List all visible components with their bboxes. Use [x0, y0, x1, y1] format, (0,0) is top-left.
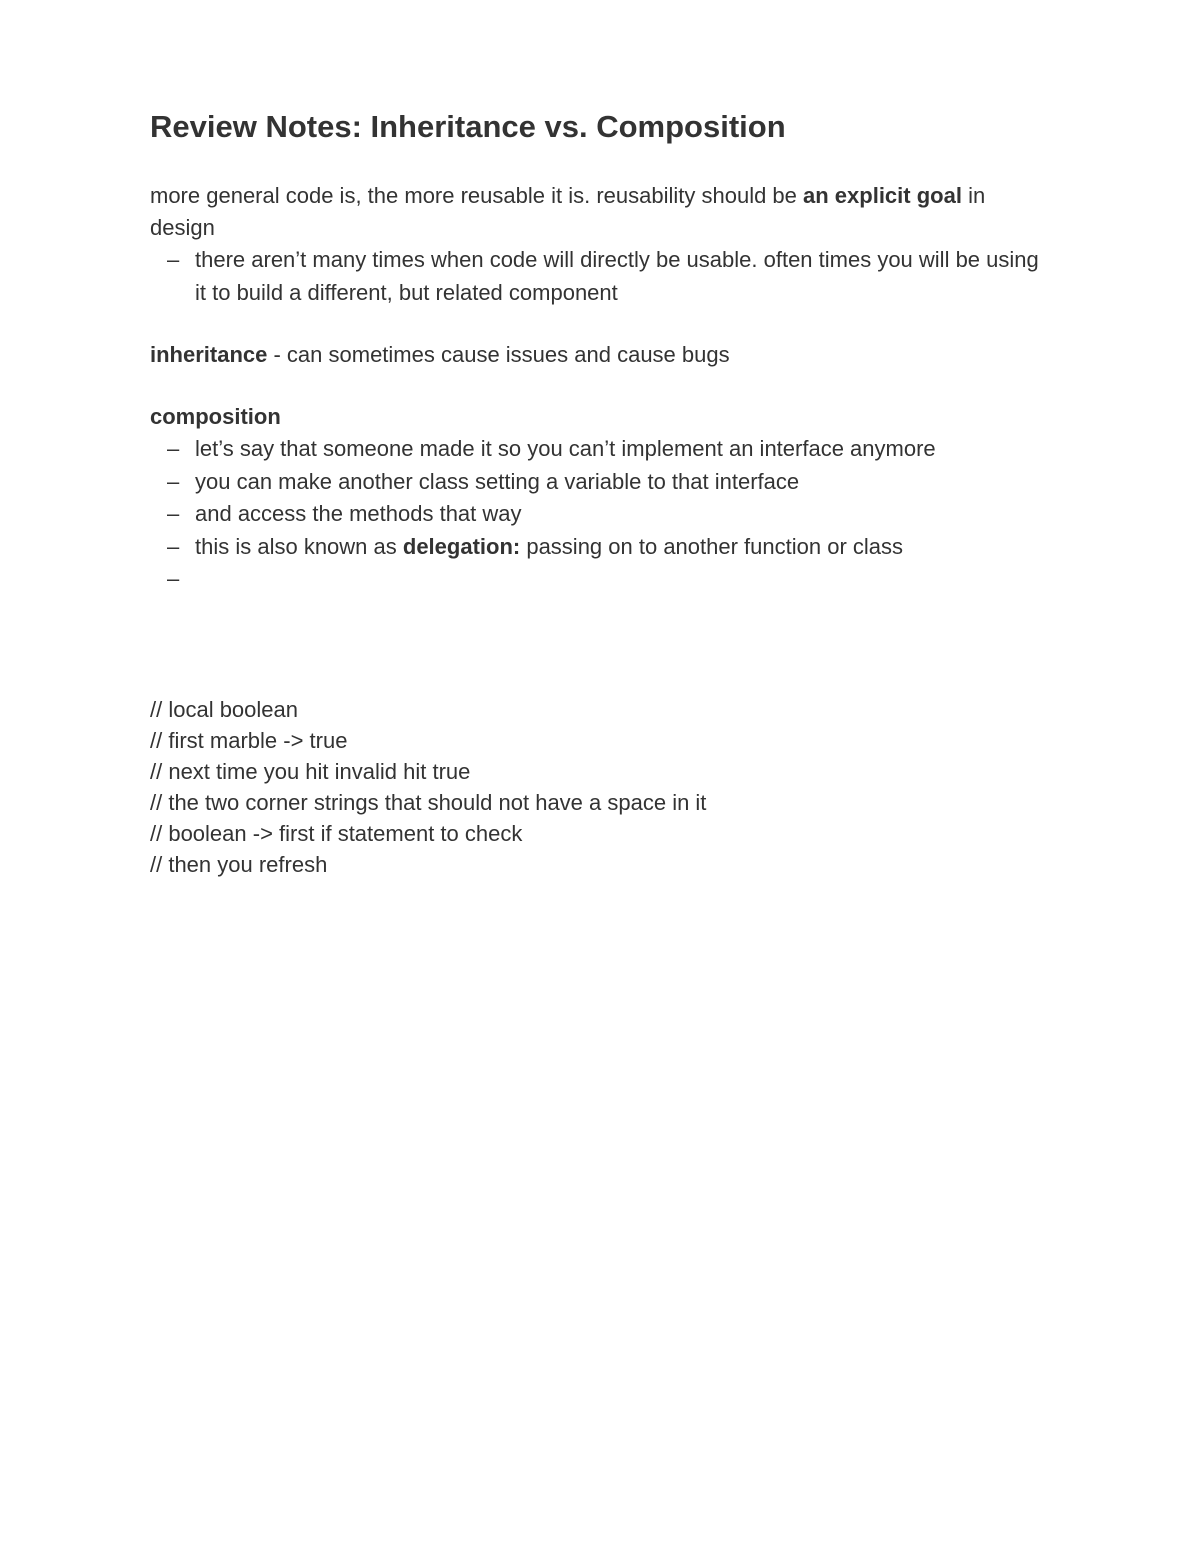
- intro-text-pre: more general code is, the more reusable it is. reusability should be: [150, 183, 804, 208]
- list-item: [150, 244, 1055, 309]
- list-item: [150, 498, 1055, 531]
- intro-text-post: in design: [150, 183, 986, 240]
- dash-marker: –: [167, 566, 180, 591]
- inheritance-label: inheritance: [150, 342, 268, 367]
- comment-line: // next time you hit invalid hit true: [150, 758, 471, 784]
- comment-line: // first marble -> true: [150, 727, 348, 753]
- dash-marker: –: [167, 247, 180, 272]
- inheritance-paragraph: [150, 339, 1020, 371]
- intro-bullet-list: [150, 244, 1050, 309]
- delegation-bold-text: delegation:: [402, 533, 521, 559]
- inheritance-text: - can sometimes cause issues and cause bugs: [267, 342, 730, 367]
- comment-line: // then you refresh: [150, 851, 328, 877]
- dash-marker: –: [167, 468, 180, 494]
- list-item: [150, 466, 1055, 499]
- list-item: [150, 531, 1055, 564]
- bullet-text: and access the methods that way: [195, 501, 522, 526]
- list-item: [150, 433, 1055, 466]
- intro-bold-text: an explicit goal: [803, 183, 962, 208]
- code-comments-block: [150, 694, 1050, 880]
- comment-line: // boolean -> first if statement to check: [150, 820, 523, 846]
- document-title: Review Notes: Inheritance vs. Composition: [150, 109, 786, 144]
- composition-heading-text: composition: [150, 404, 281, 429]
- delegation-text-post: passing on to another function or class: [520, 533, 904, 559]
- bullet-text: let’s say that someone made it so you can’t implement an interface anymore: [195, 436, 936, 461]
- composition-bullet-list: [150, 433, 1050, 596]
- delegation-text-pre: this is also known as: [195, 533, 403, 559]
- bullet-text: there aren’t many times when code will directly be usable. often times you will be using it to build a different, but related component: [195, 247, 1039, 305]
- list-item-empty: [150, 563, 1055, 596]
- comment-line: // the two corner strings that should not have a space in it: [150, 789, 707, 815]
- dash-marker: –: [167, 501, 180, 526]
- dash-marker: –: [167, 436, 180, 461]
- bullet-text: you can make another class setting a variable to that interface: [195, 468, 800, 494]
- intro-paragraph: [150, 180, 1020, 244]
- dash-marker: –: [167, 533, 180, 559]
- comment-line: // local boolean: [150, 696, 298, 722]
- composition-heading: [150, 401, 1050, 433]
